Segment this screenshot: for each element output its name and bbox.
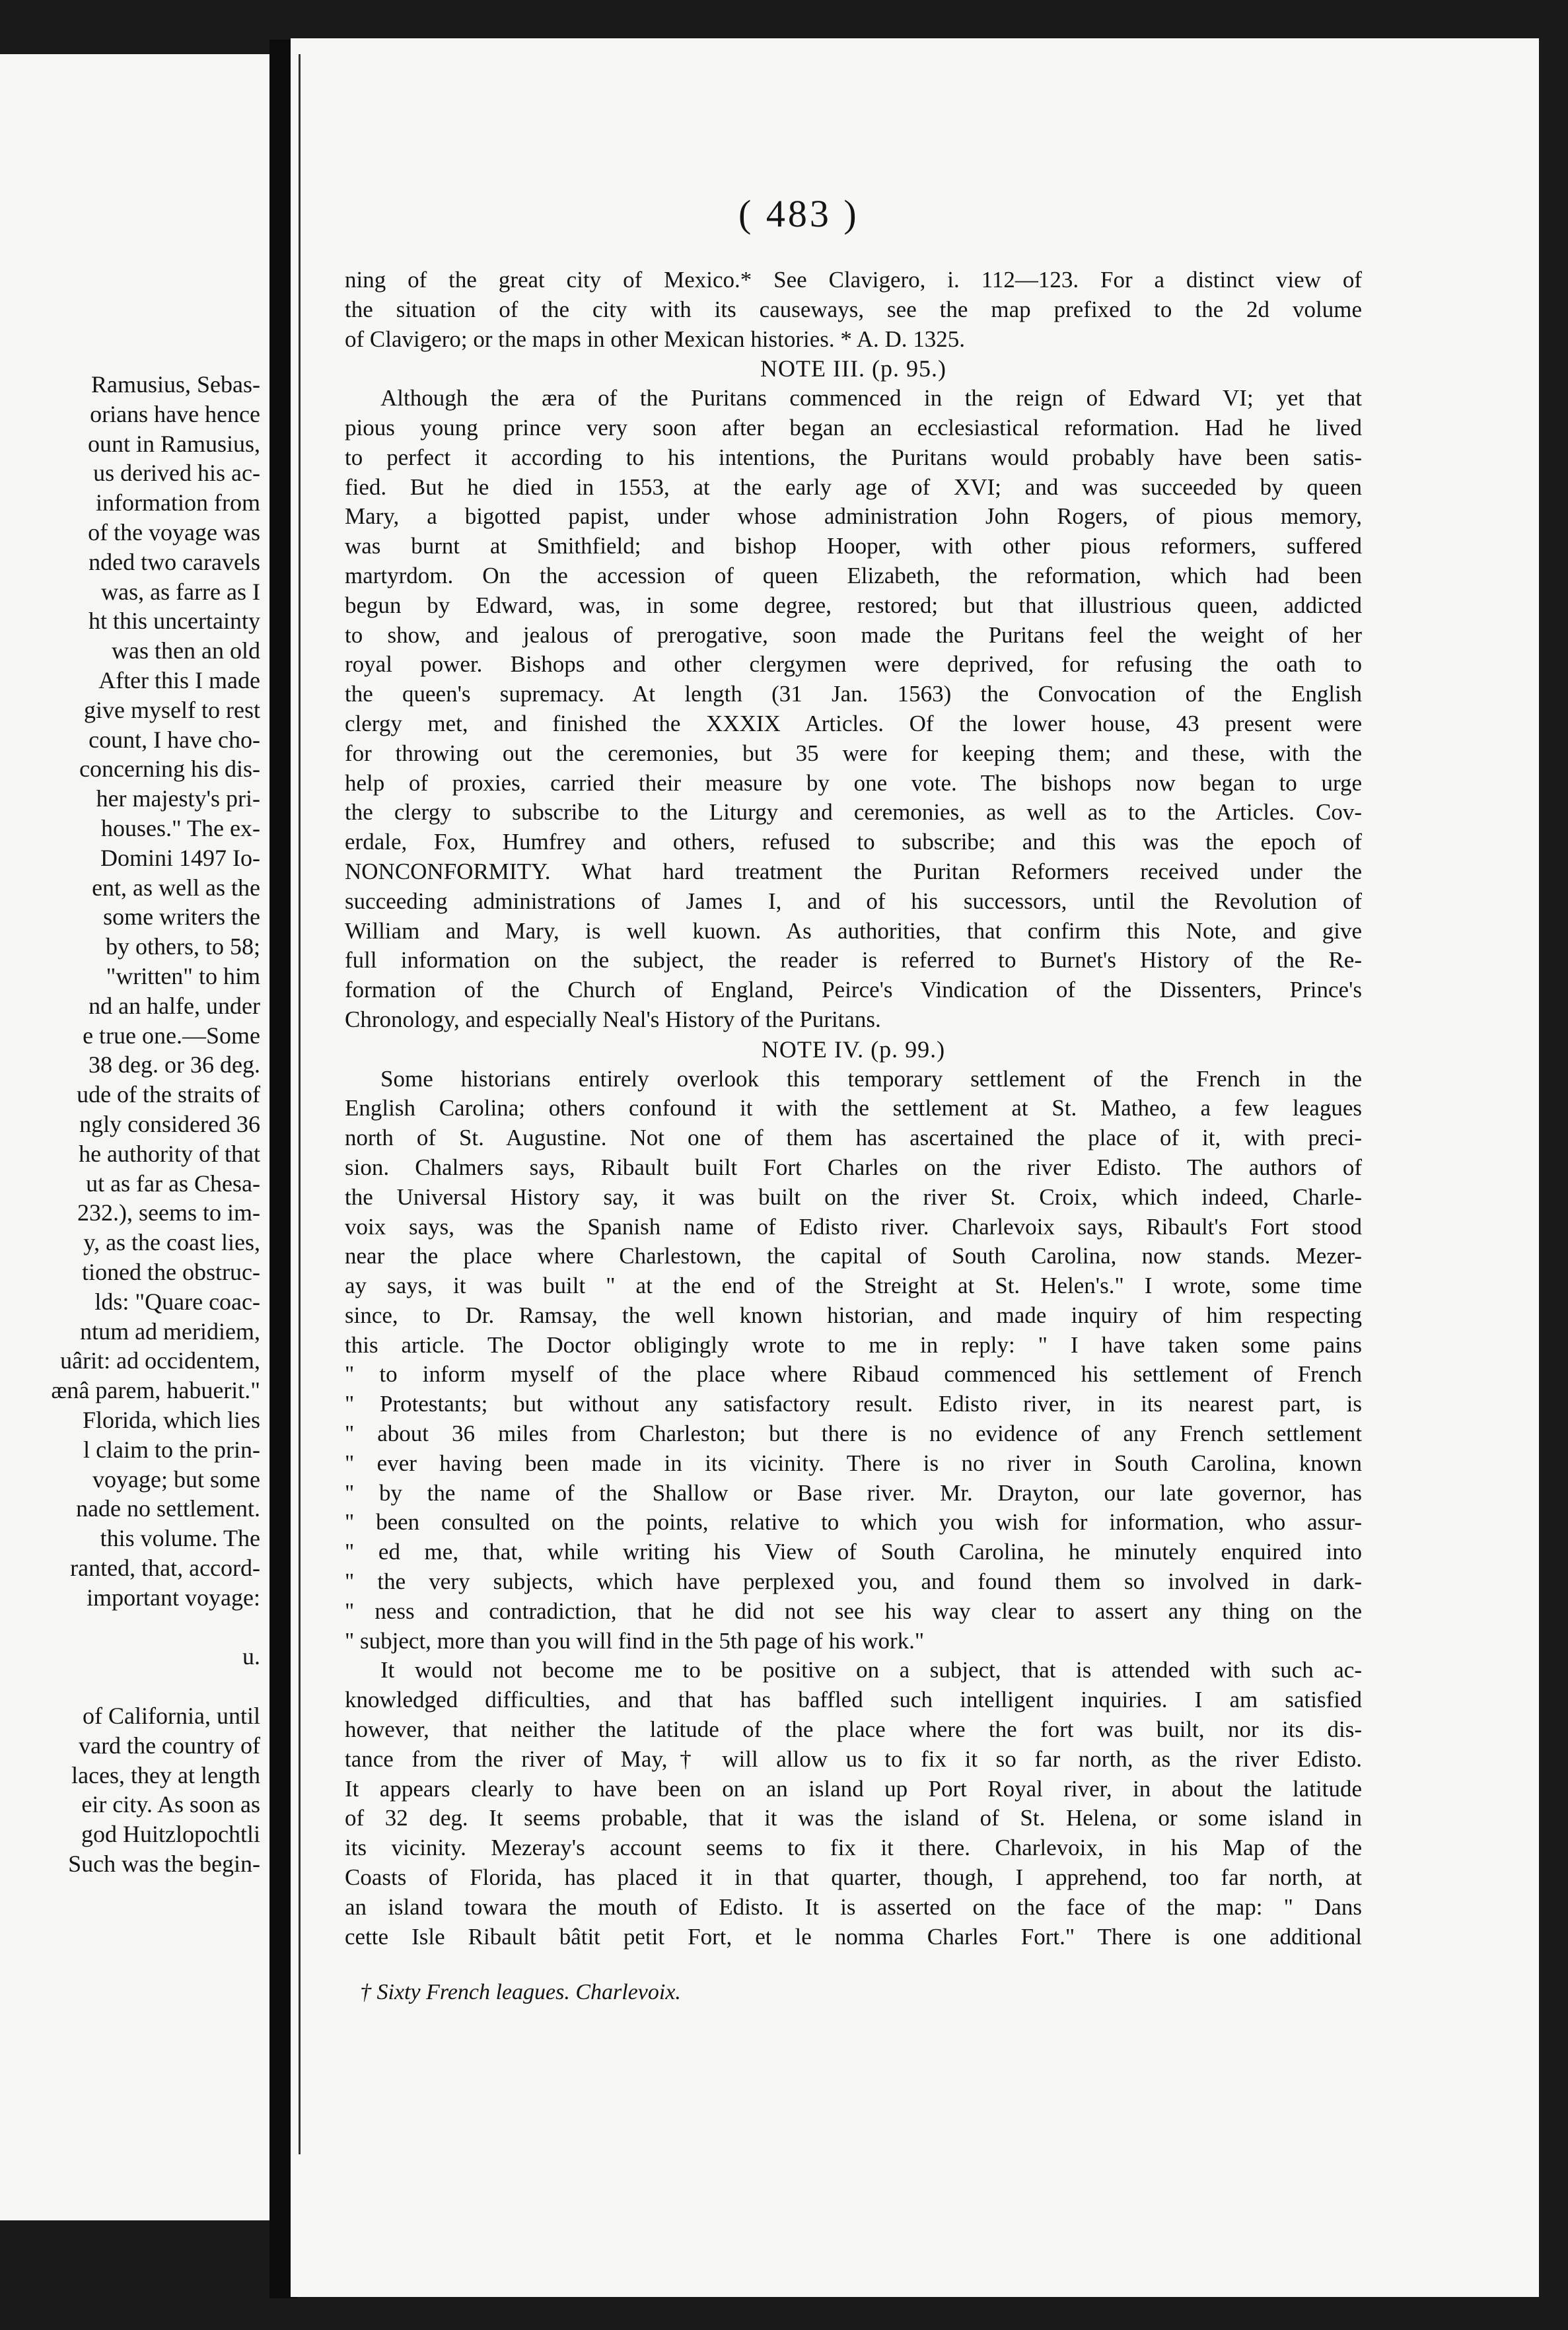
text-line: Although the æra of the Puritans commenced in the reign of Edward VI; yet that <box>380 385 1362 411</box>
text-line: Chronology, and especially Neal's History of the Puritans. <box>345 1006 881 1032</box>
left-page-line: count, I have cho- <box>89 726 260 753</box>
left-page-line: tioned the obstruc- <box>82 1259 260 1285</box>
left-page-line: some writers the <box>103 903 260 931</box>
left-page-line: lds: "Quare coac- <box>94 1288 260 1315</box>
text-line: sion. Chalmers says, Ribault built Fort Charles on the river Edisto. The authors of <box>345 1154 1362 1180</box>
left-facing-page <box>0 54 269 2220</box>
text-line: tance from the river of May,† will allow us to fix it so far north, as the river Edisto. <box>345 1746 1362 1772</box>
left-page-line: ut as far as Chesa- <box>86 1170 260 1197</box>
text-line: an island towara the mouth of Edisto. It is asserted on the face of the map: " Dans <box>345 1893 1362 1920</box>
left-page-line: uârit: ad occidentem, <box>60 1347 260 1374</box>
text-line: the queen's supremacy. At length (31 Jan. 1563) the Convocation of the English <box>345 681 1362 707</box>
text-line: Mary, a bigotted papist, under whose administration John Rogers, of pious memory, <box>345 503 1362 530</box>
note-heading: NOTE IV. (p. 99.) <box>761 1036 946 1063</box>
text-line: " about 36 miles from Charleston; but there is no evidence of any French settlement <box>345 1421 1362 1447</box>
text-line: of Clavigero; or the maps in other Mexican histories. * A. D. 1325. <box>345 326 966 352</box>
left-page-line: information from <box>96 489 260 516</box>
left-page-line: u. <box>242 1643 260 1670</box>
text-line: cette Isle Ribault bâtit petit Fort, et le nomma Charles Fort." There is one additional <box>345 1923 1362 1950</box>
left-page-line: was, as farre as I <box>101 578 260 605</box>
left-page-line: ent, as well as the <box>92 874 260 901</box>
text-line: its vicinity. Mezeray's account seems to fix it there. Charlevoix, in his Map of the <box>345 1835 1362 1861</box>
text-line: Coasts of Florida, has placed it in that quarter, though, I apprehend, too far north, at <box>345 1864 1362 1891</box>
left-page-line: ntum ad meridiem, <box>80 1318 260 1345</box>
text-line: since, to Dr. Ramsay, the well known historian, and made inquiry of him respecting <box>345 1302 1362 1328</box>
text-line: voix says, was the Spanish name of Edisto river. Charlevoix says, Ribault's Fort stood <box>345 1213 1362 1240</box>
body-text <box>345 265 1362 1952</box>
text-line: NONCONFORMITY. What hard treatment the Puritan Reformers received under the <box>345 858 1362 884</box>
text-line: " Protestants; but without any satisfactory result. Edisto river, in its nearest part, is <box>345 1391 1362 1417</box>
left-page-line: y, as the coast lies, <box>83 1229 260 1256</box>
text-line: clergy met, and finished the XXXIX Articles. Of the lower house, 43 present were <box>345 710 1362 736</box>
left-page-line: was then an old <box>112 637 260 664</box>
text-line: to perfect it according to his intentions, the Puritans would probably have been satis- <box>345 444 1362 470</box>
text-line: the Universal History say, it was built on the river St. Croix, which indeed, Charle- <box>345 1183 1362 1210</box>
text-line: fied. But he died in 1553, at the early age of XVI; and was succeeded by queen <box>345 474 1362 500</box>
text-line: formation of the Church of England, Peirce's Vindication of the Dissenters, Prince's <box>345 977 1362 1003</box>
left-page-line: orians have hence <box>90 400 260 427</box>
text-line: help of proxies, carried their measure by one vote. The bishops now began to urge <box>345 769 1362 796</box>
text-line: " ed me, that, while writing his View of South Carolina, he minutely enquired into <box>345 1539 1362 1565</box>
text-line: martyrdom. On the accession of queen Elizabeth, the reformation, which had been <box>345 562 1362 588</box>
text-line: " by the name of the Shallow or Base river. Mr. Drayton, our late governor, has <box>345 1479 1362 1506</box>
left-page-line: ount in Ramusius, <box>87 430 260 457</box>
left-page-line: by others, to 58; <box>106 933 260 960</box>
left-page-line: her majesty's pri- <box>96 785 260 812</box>
text-line: " to inform myself of the place where Ribaud commenced his settlement of French <box>345 1361 1362 1388</box>
text-line: English Carolina; others confound it with the settlement at St. Matheo, a few leagues <box>345 1095 1362 1121</box>
left-page-line: ht this uncertainty <box>89 608 260 635</box>
left-page-line: 38 deg. or 36 deg. <box>89 1051 260 1078</box>
page-number: ( 483 ) <box>738 192 859 235</box>
text-line: " been consulted on the points, relative to which you wish for information, who assur- <box>345 1509 1362 1536</box>
text-line: for throwing out the ceremonies, but 35 were for keeping them; and these, with the <box>345 740 1362 766</box>
left-page-line: nade no settlement. <box>76 1495 260 1522</box>
left-page-line: laces, they at length <box>71 1761 260 1788</box>
note-heading: NOTE III. (p. 95.) <box>760 355 946 382</box>
left-page-line: vard the country of <box>79 1732 260 1759</box>
text-line: north of St. Augustine. Not one of them has ascertained the place of it, with preci- <box>345 1125 1362 1151</box>
left-page-line: ude of the straits of <box>77 1081 260 1108</box>
text-line: William and Mary, is well kuown. As authorities, that confirm this Note, and give <box>345 917 1362 944</box>
left-page-line: "written" to him <box>106 963 260 989</box>
text-line: ay says, it was built " at the end of the Streight at St. Helen's." I wrote, some time <box>345 1273 1362 1299</box>
text-line: full information on the subject, the reader is referred to Burnet's History of the Re- <box>345 947 1362 973</box>
text-line: this article. The Doctor obligingly wrote to me in reply: " I have taken some pains <box>345 1331 1362 1358</box>
left-page-line: he authority of that <box>79 1140 260 1167</box>
text-line: succeeding administrations of James I, and of his successors, until the Revolution of <box>345 888 1362 914</box>
page-border-rule <box>299 54 301 2154</box>
text-line: however, that neither the latitude of the place where the fort was built, nor its dis- <box>345 1716 1362 1743</box>
text-line: the situation of the city with its causeways, see the map prefixed to the 2d volume <box>345 296 1362 322</box>
text-line: It appears clearly to have been on an island up Port Royal river, in about the latitude <box>345 1775 1362 1802</box>
left-page-line: houses." The ex- <box>101 815 260 841</box>
text-line: " ness and contradiction, that he did not see his way clear to assert any thing on the <box>345 1598 1362 1624</box>
left-page-line: concerning his dis- <box>79 756 260 783</box>
left-page-line: nd an halfe, under <box>89 992 260 1019</box>
left-page-line: After this I made <box>98 667 260 693</box>
left-page-line: us derived his ac- <box>93 460 260 487</box>
left-page-line: god Huitzlopochtli <box>81 1821 260 1848</box>
left-page-line: eir city. As soon as <box>81 1791 260 1818</box>
left-page-line: this volume. The <box>100 1525 260 1552</box>
text-line: " ever having been made in its vicinity. There is no river in South Carolina, known <box>345 1450 1362 1476</box>
text-line: near the place where Charlestown, the capital of South Carolina, now stands. Mezer- <box>345 1243 1362 1269</box>
text-line: begun by Edward, was, in some degree, restored; but that illustrious queen, addicted <box>345 592 1362 618</box>
left-page-line: Ramusius, Sebas- <box>91 371 260 398</box>
left-page-line: ranted, that, accord- <box>70 1555 260 1581</box>
left-page-line: nded two caravels <box>89 548 260 575</box>
footnote: † Sixty French leagues. Charlevoix. <box>360 1980 681 2004</box>
text-line: of 32 deg. It seems probable, that it was the island of St. Helena, or some island in <box>345 1805 1362 1831</box>
left-page-line: ænâ parem, habuerit." <box>51 1377 260 1404</box>
left-page-line: of California, until <box>83 1703 260 1729</box>
text-line: the clergy to subscribe to the Liturgy and ceremonies, as well as to the Articles. Cov- <box>345 799 1362 826</box>
left-page-line: ngly considered 36 <box>79 1111 260 1137</box>
text-line: knowledged difficulties, and that has baffled such intelligent inquiries. I am satisfied <box>345 1687 1362 1713</box>
left-page-line: give myself to rest <box>84 696 260 723</box>
left-page-line: Such was the begin- <box>68 1851 260 1877</box>
text-line: " the very subjects, which have perplexed you, and found them so involved in dark- <box>345 1569 1362 1595</box>
left-page-line: important voyage: <box>87 1584 260 1611</box>
text-line: was burnt at Smithfield; and bishop Hooper, with other pious reformers, suffered <box>345 533 1362 559</box>
left-page-line: voyage; but some <box>92 1465 260 1493</box>
text-line: ning of the great city of Mexico.* See Clavigero, i. 112—123. For a distinct view of <box>345 267 1362 293</box>
text-line: " subject, more than you will find in the 5th page of his work." <box>345 1627 925 1654</box>
text-line: Some historians entirely overlook this temporary settlement of the French in the <box>380 1065 1362 1092</box>
left-page-line: e true one.—Some <box>83 1022 260 1049</box>
left-page-line: l claim to the prin- <box>83 1436 260 1463</box>
left-page-line: Domini 1497 Io- <box>100 844 260 871</box>
left-page-line: of the voyage was <box>88 519 260 546</box>
text-line: royal power. Bishops and other clergymen were deprived, for refusing the oath to <box>345 651 1362 678</box>
text-line: pious young prince very soon after began an ecclesiastical reformation. Had he lived <box>345 414 1362 441</box>
text-line: to show, and jealous of prerogative, soon made the Puritans feel the weight of her <box>345 621 1362 648</box>
text-line: It would not become me to be positive on a subject, that is attended with such ac- <box>380 1657 1362 1683</box>
left-page-line: Florida, which lies <box>83 1407 260 1433</box>
text-line: erdale, Fox, Humfrey and others, refused to subscribe; and this was the epoch of <box>345 829 1362 855</box>
left-page-line: 232.), seems to im- <box>77 1199 260 1226</box>
